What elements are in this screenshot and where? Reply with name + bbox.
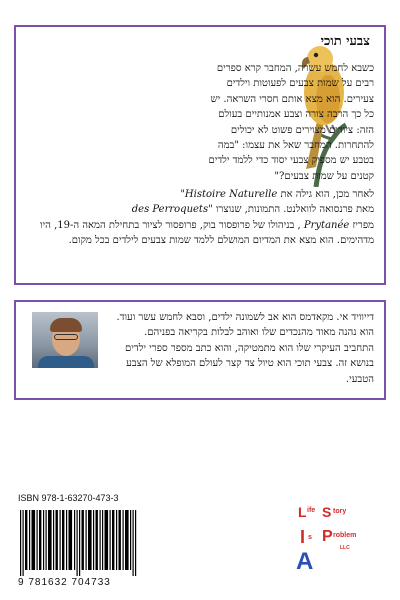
book-title: צבעי תוכי: [320, 34, 370, 49]
svg-text:tory: tory: [333, 508, 347, 515]
discovery-text-3: מפריז: [352, 219, 374, 231]
discovery-text-1: לאחר מכן, הוא גילה את: [280, 189, 374, 200]
school-name-latin: Prytanée: [303, 219, 350, 231]
book-title-latin-1: "Histoire Naturelle: [180, 189, 278, 200]
description-box: [14, 25, 386, 285]
barcode-number: 9 781632 704733: [18, 577, 111, 588]
svg-text:P: P: [322, 528, 333, 545]
svg-text:roblem: roblem: [333, 532, 357, 539]
author-bio-text: דייוויד אי. מקאדמס הוא אב לשמונה ילדים, וסבא לחמש עשר ועוד. הוא נהנה מאוד מהנכדים שלו ואוהב לבלות בקריאה בפניהם. התחביב העיקרי שלו הוא מתמטיקה, והוא כתב מספר ספרי ילדים בנושא זה. צבעי תוכי הוא טיול צד קצר לעולם המופלא של הצבע הטבעי.: [116, 312, 374, 385]
discovery-text-4: , בניהולו של פרופסור בוק, פרופסור לציור בתחילת המאה ה-19, היו מדהימים. הוא מצא את המדיום המושלם ללמד שמות צבעים לילדים בכל מקום.: [39, 219, 374, 247]
barcode: [18, 510, 140, 576]
svg-text:LLC: LLC: [340, 545, 350, 551]
author-photo: [32, 312, 98, 368]
svg-text:s: s: [308, 534, 312, 541]
author-bio-box: [14, 300, 386, 400]
svg-text:I: I: [300, 527, 306, 547]
book-title-latin-2: des Perroquets": [131, 204, 213, 216]
svg-text:ife: ife: [307, 507, 316, 514]
publisher-logo: [296, 503, 358, 575]
svg-text:A: A: [296, 548, 314, 575]
discovery-text-2: מאת פרנסואה לוואלנט. התמונות, שנוצרו: [215, 204, 374, 216]
svg-text:S: S: [322, 504, 332, 520]
svg-text:L: L: [298, 504, 307, 520]
discovery-paragraph: [24, 187, 374, 249]
intro-paragraph: כשבא לחמש עשרה, המחבר קרא ספרים רבים על שמות צבעים לפעוטות וילדים צעירים. הוא מצא אותם חסרי השראה. יש כל כך הרבה צורה וצבע אמנותיים בעולם הזה: ציורים מצוירים פשוט לא יכולים להתחרות. המחבר שאל את עצמו: "במה בטבע יש מספיק צבעי יסוד כדי ללמד ילדים קטנים על שמות צבעים?": [208, 63, 374, 182]
isbn-label: ISBN 978-1-63270-473-3: [18, 493, 119, 503]
